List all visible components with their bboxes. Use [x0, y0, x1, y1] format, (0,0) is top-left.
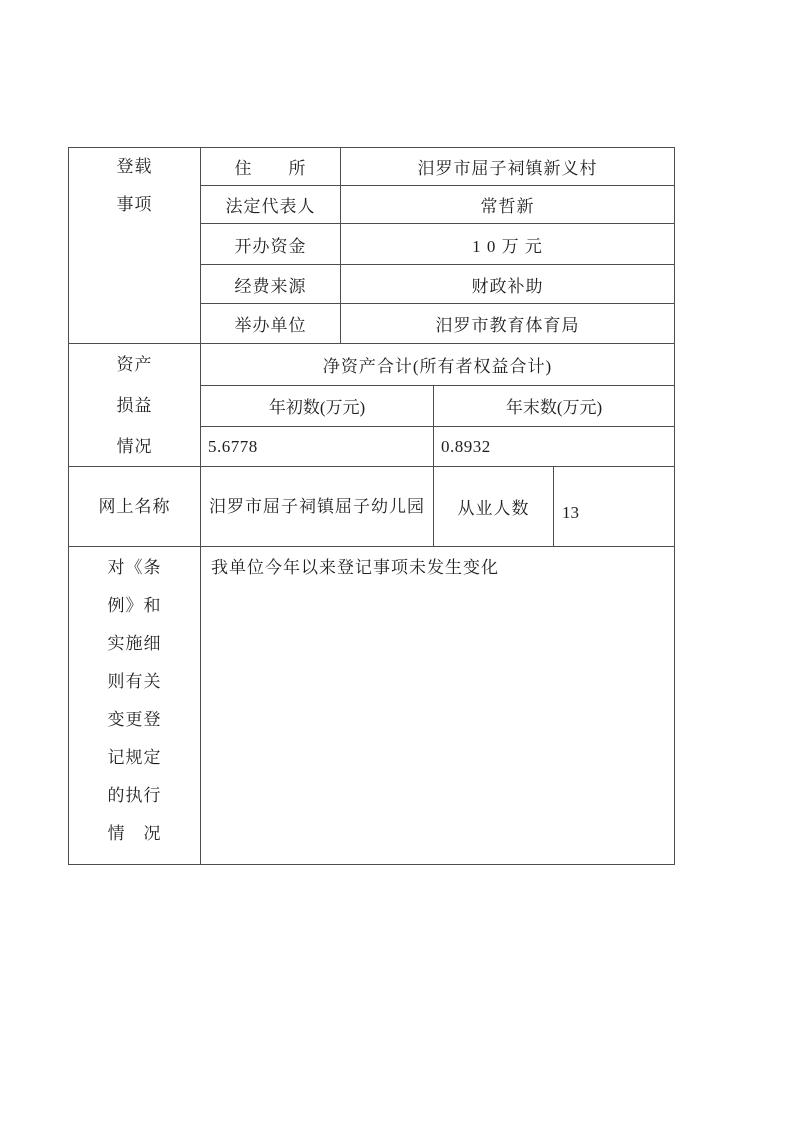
legal-representative-value: 常哲新 [480, 196, 535, 216]
online-name-label-text: 网上名称 [98, 496, 171, 516]
staff-count-value: 13 [562, 502, 579, 522]
net-assets-header-row [201, 344, 674, 386]
compliance-label-line: 例》和 [107, 596, 162, 615]
asset-label-line: 情况 [116, 437, 153, 456]
address-value: 汨罗市屈子祠镇新义村 [417, 158, 598, 178]
asset-profit-loss-label [69, 344, 201, 466]
online-name-section [69, 467, 674, 547]
period-header-row [201, 386, 674, 428]
compliance-label-line: 则有关 [107, 672, 162, 691]
funding-source-value: 财政补助 [471, 276, 544, 296]
online-name-value: 汨罗市屈子祠镇屈子幼儿园 [201, 467, 434, 546]
registered-items-label-line: 事项 [116, 195, 153, 214]
compliance-label-line: 记规定 [107, 748, 162, 767]
year-start-value: 5.6778 [201, 427, 434, 466]
asset-label-line: 损益 [116, 396, 153, 415]
compliance-label-line: 变更登 [107, 710, 162, 729]
period-values-row [201, 427, 674, 466]
funding-source-label: 经费来源 [201, 265, 341, 303]
compliance-label-line: 的执行 [107, 786, 162, 805]
registered-items-label [69, 148, 201, 343]
asset-label-line: 资产 [116, 355, 153, 374]
compliance-statement: 我单位今年以来登记事项未发生变化 [211, 558, 499, 577]
net-assets-header: 净资产合计(所有者权益合计) [322, 356, 553, 376]
funding-source-row [201, 265, 674, 304]
compliance-label [69, 547, 201, 864]
registered-items-section [69, 148, 674, 344]
address-row [201, 148, 674, 186]
sponsor-unit-value: 汨罗市教育体育局 [435, 316, 580, 336]
opening-capital-label: 开办资金 [201, 224, 341, 265]
staff-count-label: 从业人数 [434, 467, 554, 546]
compliance-label-line: 情 况 [107, 824, 162, 843]
address-label: 住 所 [201, 148, 341, 185]
year-end-header: 年末数(万元) [505, 398, 603, 418]
compliance-label-line: 实施细 [107, 634, 162, 653]
opening-capital-value: 1 0 万 元 [472, 236, 543, 256]
opening-capital-row [201, 224, 674, 266]
legal-representative-label: 法定代表人 [201, 186, 341, 223]
sponsor-unit-label: 举办单位 [201, 304, 341, 343]
asset-profit-loss-section [69, 344, 674, 467]
online-name-label [69, 467, 201, 546]
year-end-value: 0.8932 [441, 436, 491, 456]
compliance-section [69, 547, 674, 864]
year-start-header: 年初数(万元) [201, 386, 434, 427]
registered-items-label-line: 登载 [116, 157, 153, 176]
compliance-label-line: 对《条 [107, 558, 162, 577]
registration-form-table [68, 147, 675, 865]
sponsor-unit-row [201, 304, 674, 343]
legal-representative-row [201, 186, 674, 224]
